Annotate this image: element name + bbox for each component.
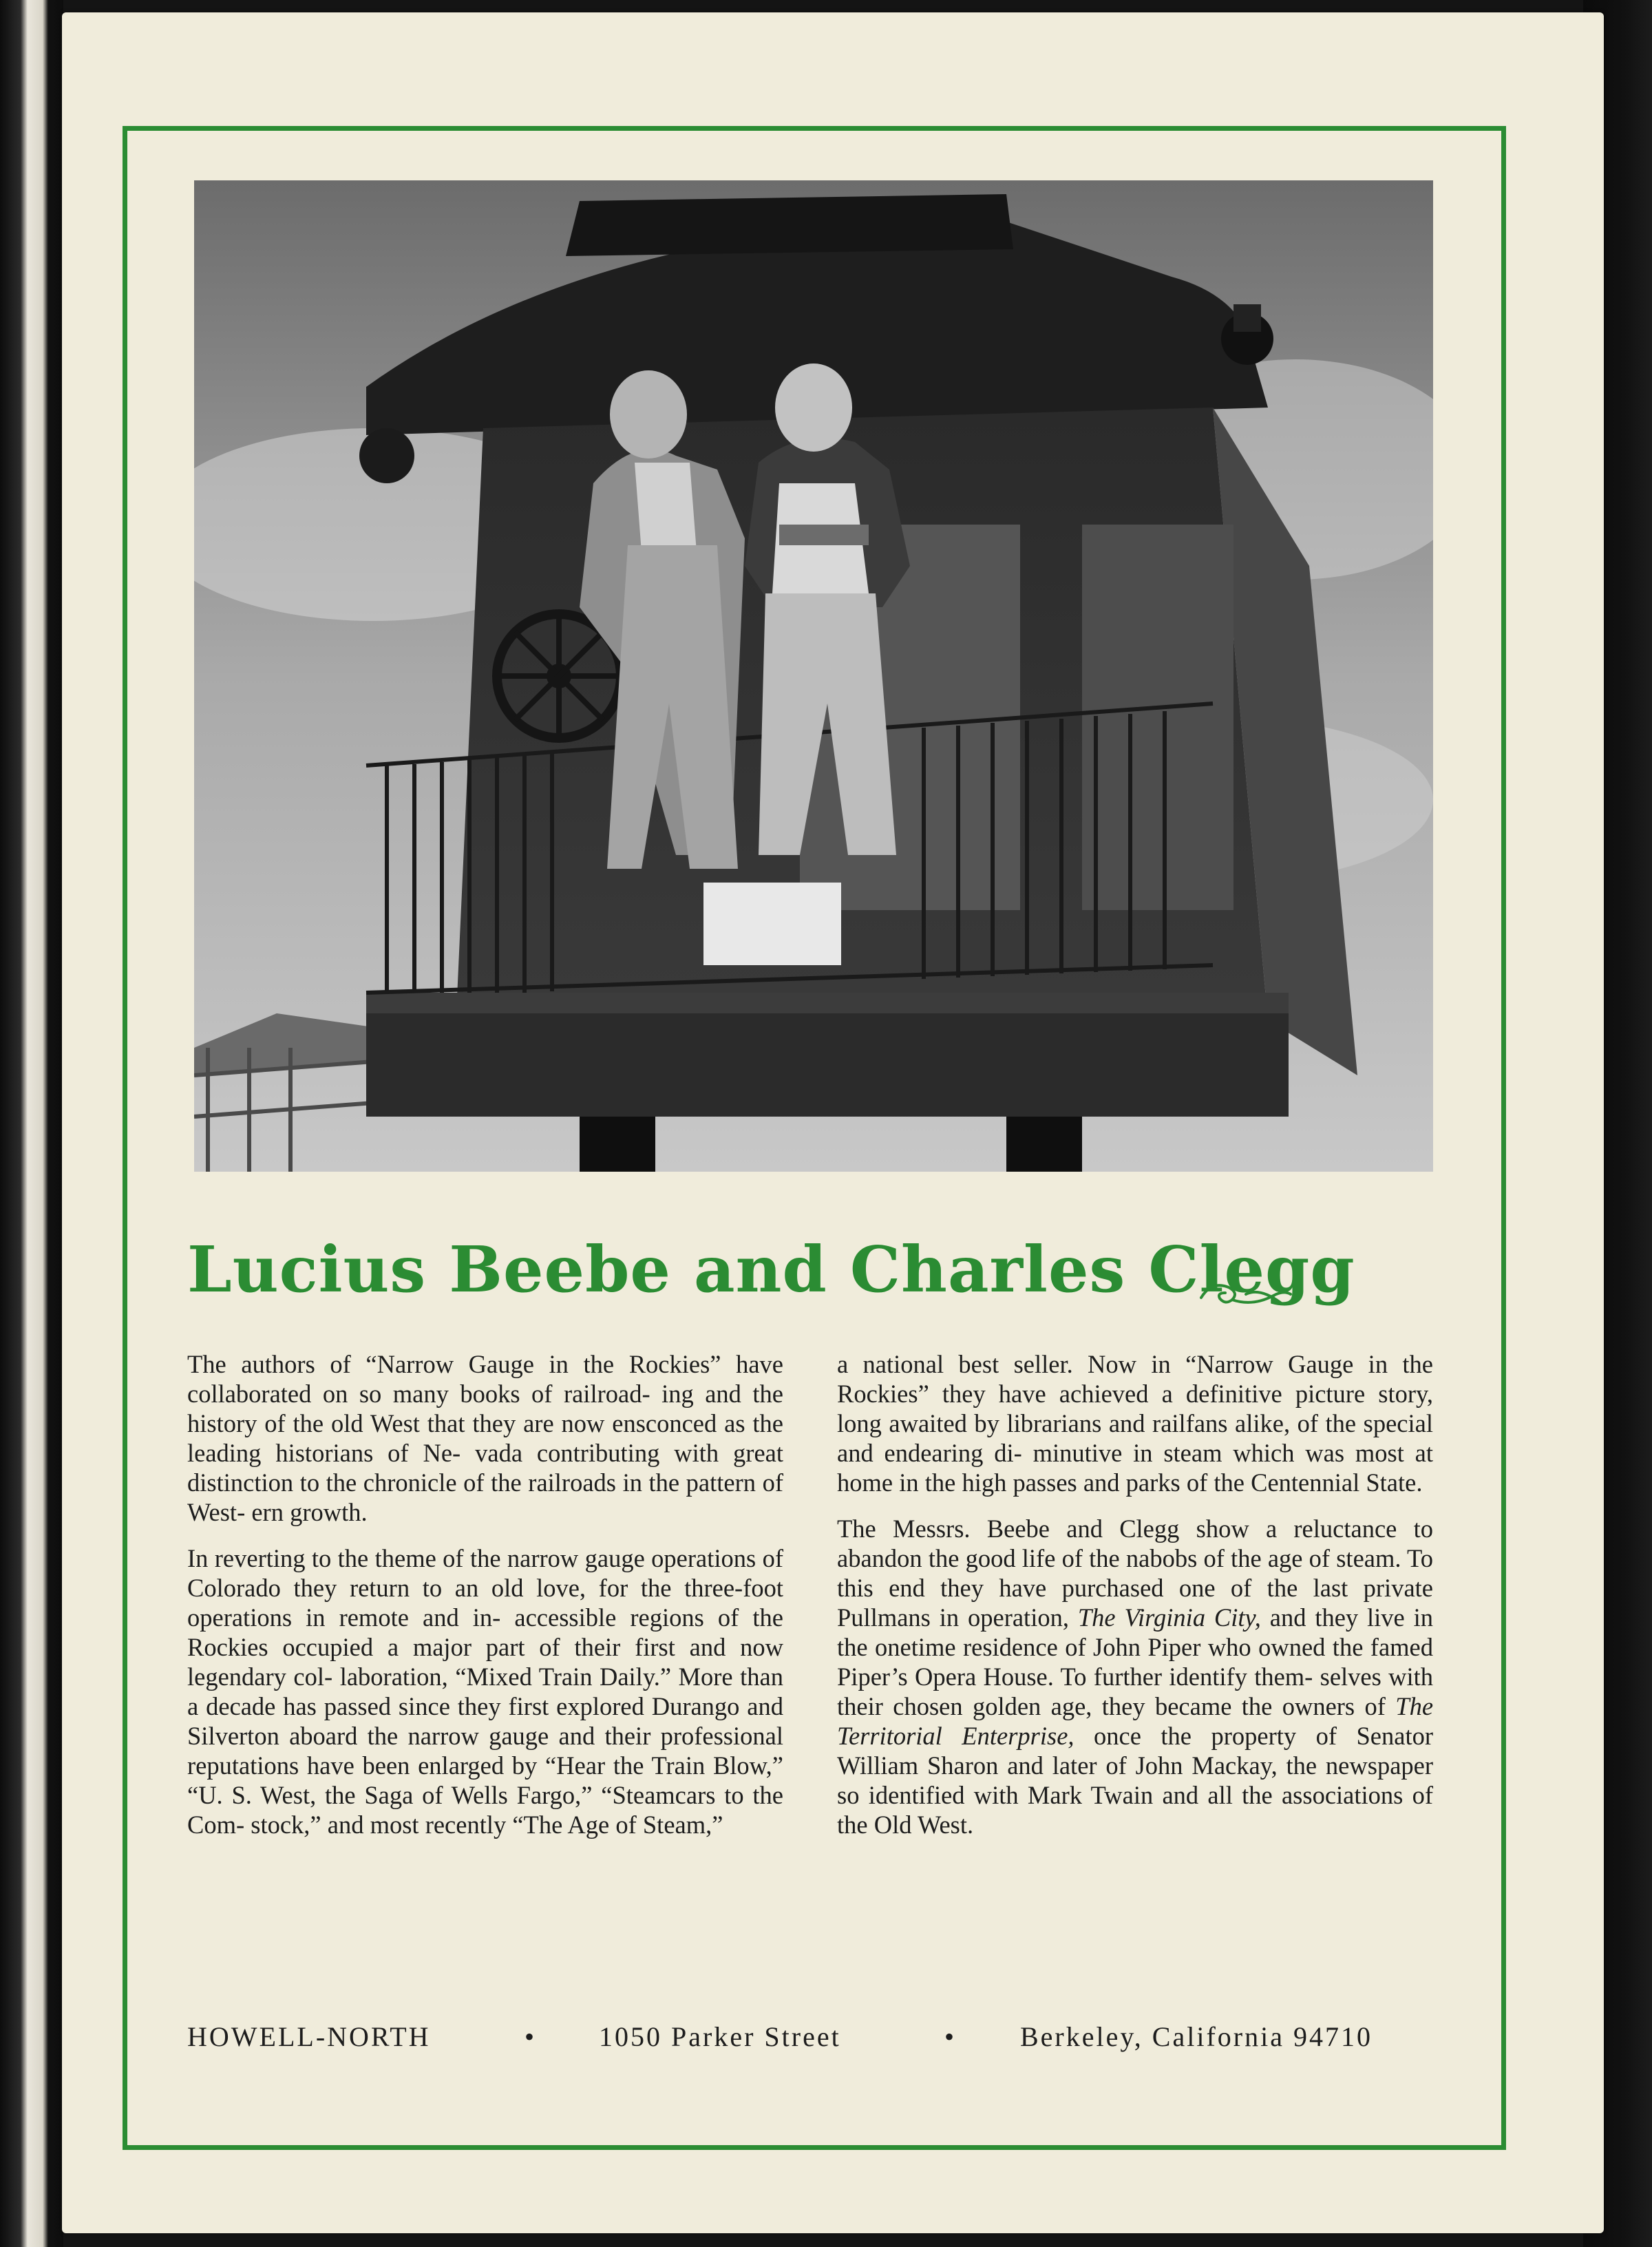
bio-left-column xyxy=(187,1349,783,1856)
authors-photo xyxy=(194,180,1433,1172)
bio-paragraph-3: a national best seller. Now in “Narrow Gauge in the Rockies” they have achieved a definitive picture story, long awaited by librarians and railfans alike, of the special and endearing di- minutive in steam which was most at home in the high passes and parks of the Centennial State. xyxy=(837,1350,1433,1497)
publisher-name: HOWELL-NORTH xyxy=(187,2021,431,2052)
bio-paragraph-1: The authors of “Narrow Gauge in the Rockies” have collaborated on so many books of railroad- ing and the history of the old West that they are now ensconced as the leading historians of Ne- vada contributing with great distinction to the chronicle of the railroads in the pattern of West- ern growth. xyxy=(187,1350,783,1526)
publisher-city: Berkeley, California 94710 xyxy=(1020,2021,1373,2052)
publisher-footer xyxy=(187,2021,1426,2062)
bio-text-segment: once the property of Senator William Sharon and later of John Mackay, the newspaper so identified with Mark Twain and all the associations of the Old West. xyxy=(837,1722,1433,1839)
bio-paragraph-2: In reverting to the theme of the narrow gauge operations of Colorado they return to an old love, for the three-foot operations in remote and in- accessible regions of the Rockies occupied a major part of their first and now legendary col- laboration, “Mixed Train Daily.” More than a decade has passed since they first explored Durango and Silverton aboard the narrow gauge and their professional reputations have been enlarged by “Hear the Train Blow,” “U. S. West, the Saga of Wells Fargo,” “Steamcars to the Com- stock,” and most recently “The Age of Steam,” xyxy=(187,1544,783,1839)
bio-text-segment: and they live in the onetime residence of John Piper who owned the famed Piper’s Opera House. To further identify them- selves with their chosen golden age, they became the owners of xyxy=(837,1603,1434,1720)
authors-heading: Lucius Beebe and Charles Clegg xyxy=(187,1232,1355,1307)
bullet-separator: • xyxy=(944,2021,957,2052)
scroll-flourish-icon xyxy=(1198,1274,1294,1315)
bullet-separator: • xyxy=(525,2021,537,2052)
bio-text-segment: The Messrs. Beebe and Clegg show a reluctance to abandon the good life of the nabobs of the age of steam. To this end they have purchased one of the last private Pullmans in operation, xyxy=(837,1515,1433,1632)
bio-paragraph-4 xyxy=(837,1514,1433,1839)
newspaper-title-italic: The Territorial Enterprise, xyxy=(837,1692,1434,1750)
bio-right-column xyxy=(837,1349,1433,1856)
publisher-street: 1050 Parker Street xyxy=(599,2021,841,2052)
book-title-italic: The Virginia City, xyxy=(1077,1603,1261,1632)
left-book-edge xyxy=(0,0,63,2247)
